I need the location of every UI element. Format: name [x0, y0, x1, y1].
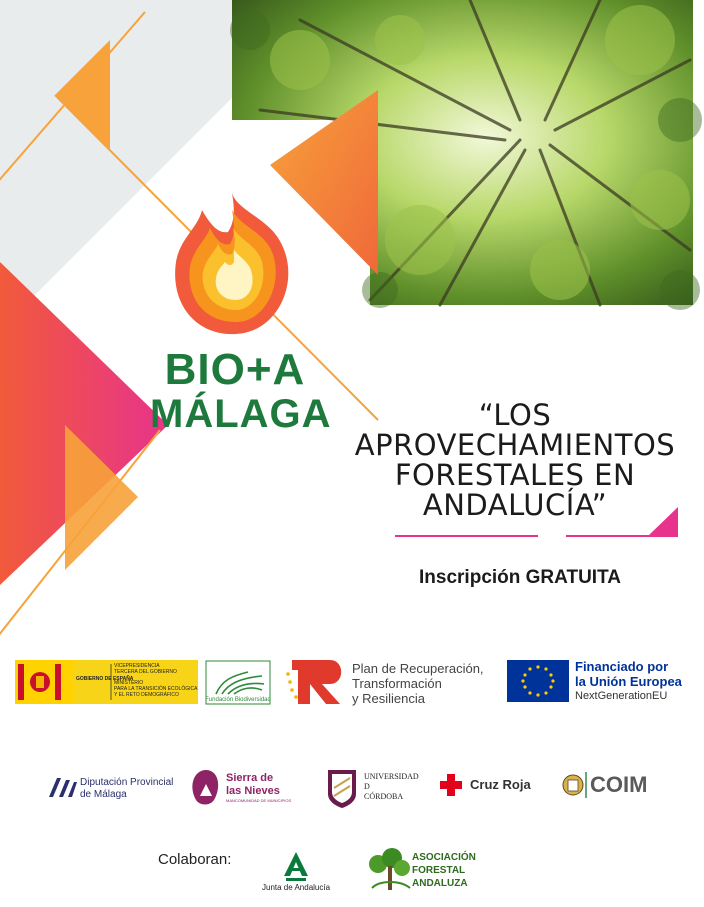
asociacion-line1: ASOCIACIÓN	[412, 852, 476, 863]
junta-label: Junta de Andalucía	[262, 883, 331, 892]
junta-andalucia-icon	[284, 852, 308, 881]
registration-text: Inscripción GRATUITA	[419, 567, 621, 588]
sierra-line1: Sierra de	[226, 772, 274, 784]
eu-line2: la Unión Europea	[575, 674, 682, 689]
event-title-line1: “LOS	[478, 398, 552, 432]
diputacion-icon	[49, 778, 77, 797]
coim-crest-icon	[563, 772, 586, 798]
gobierno-min-2: PARA LA TRANSICIÓN ECOLÓGICA	[114, 686, 198, 692]
gobierno-vice-1: VICEPRESIDENCIA	[114, 663, 160, 669]
red-cross-icon	[440, 774, 462, 796]
gobierno-min-1: MINISTERIO	[114, 680, 144, 686]
event-title-line3: FORESTALES EN	[394, 458, 636, 492]
plan-line2: Transformación	[352, 676, 442, 691]
sierra-line2: las Nieves	[226, 785, 280, 797]
sierra-sub: MANCOMUNIDAD DE MUNICIPIOS	[226, 798, 292, 803]
diputacion-line2: de Málaga	[80, 789, 127, 800]
gobierno-min-3: Y EL RETO DEMOGRÁFICO	[114, 692, 179, 698]
flame-icon	[175, 193, 288, 334]
universidad-line1: UNIVERSIDAD	[364, 772, 419, 781]
gobierno-vice-2: TERCERA DEL GOBIERNO	[114, 669, 177, 675]
gobierno-label: GOBIERNO DE ESPAÑA	[76, 676, 134, 682]
plan-line1: Plan de Recuperación,	[352, 661, 484, 676]
eu-line1: Financiado por	[575, 659, 669, 674]
diputacion-line1: Diputación Provincial	[80, 777, 174, 788]
brand-title-line2: MÁLAGA	[150, 392, 332, 436]
universidad-line2: D	[364, 782, 370, 791]
eu-line3: NextGenerationEU	[575, 690, 668, 702]
asociacion-line2: FORESTAL	[412, 865, 466, 876]
tree-icon	[369, 848, 410, 890]
cruzroja-label: Cruz Roja	[470, 777, 531, 792]
event-title-line2: APROVECHAMIENTOS	[354, 428, 676, 462]
fundacion-label: Fundación Biodiversidad	[205, 697, 271, 703]
plan-recuperacion-logo-icon	[286, 660, 341, 704]
universidad-line3: CÓRDOBA	[364, 792, 404, 801]
coim-label: COIM	[590, 772, 648, 797]
plan-line3: y Resiliencia	[352, 691, 425, 706]
event-title	[330, 400, 700, 520]
brand-title-line1: BIO+A	[164, 345, 306, 394]
colaboran-label: Colaboran:	[158, 851, 232, 868]
asociacion-line3: ANDALUZA	[412, 878, 468, 889]
event-title-line4: ANDALUCÍA”	[422, 488, 608, 522]
